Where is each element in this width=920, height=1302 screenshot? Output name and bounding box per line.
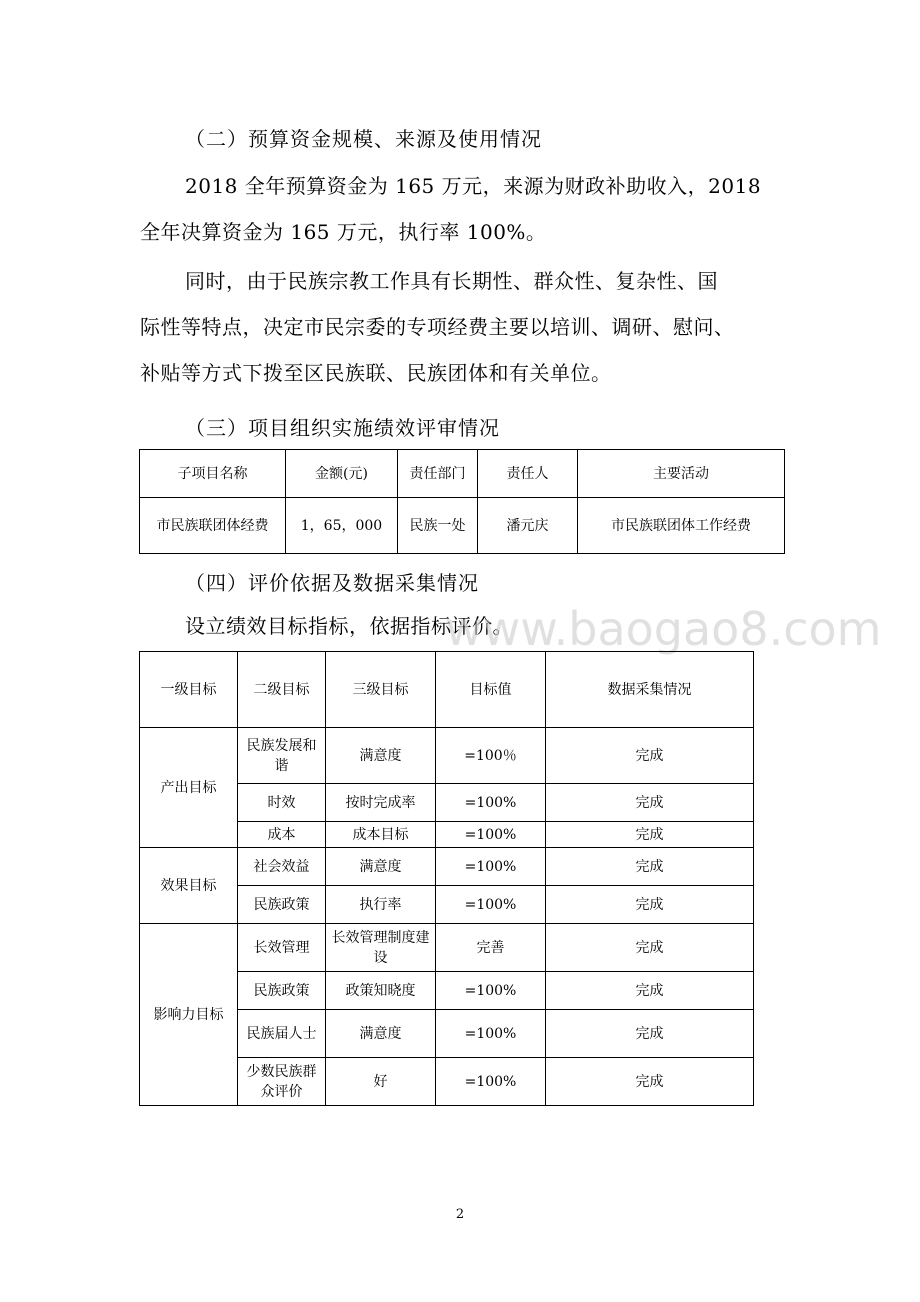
table-cell: 长效管理 bbox=[238, 924, 326, 972]
table-cell: =100% bbox=[436, 822, 546, 848]
table-cell: 完成 bbox=[546, 924, 754, 972]
table-cell: 完成 bbox=[546, 848, 754, 886]
table-cell: =100％ bbox=[436, 728, 546, 784]
table-cell: 民族发展和谐 bbox=[238, 728, 326, 784]
table-cell: 民族届人士 bbox=[238, 1010, 326, 1058]
table-cell: 成本目标 bbox=[326, 822, 436, 848]
table-cell: 完成 bbox=[546, 1058, 754, 1106]
table-cell: 民族政策 bbox=[238, 886, 326, 924]
text-line: 补贴等方式下拨至区民族联、民族团体和有关单位。 bbox=[140, 361, 612, 385]
text-line: 设立绩效目标指标，依据指标评价。 bbox=[185, 614, 513, 638]
table-cell: 1，65，000 bbox=[286, 498, 398, 554]
table-cell: 执行率 bbox=[326, 886, 436, 924]
header-cell: 主要活动 bbox=[578, 450, 785, 498]
table-cell: 满意度 bbox=[326, 1010, 436, 1058]
header-cell: 二级目标 bbox=[238, 652, 326, 728]
header-cell: 三级目标 bbox=[326, 652, 436, 728]
level1-cell: 效果目标 bbox=[140, 848, 238, 924]
table-cell: 满意度 bbox=[326, 728, 436, 784]
table-cell: =100% bbox=[436, 1010, 546, 1058]
header-cell: 责任部门 bbox=[398, 450, 478, 498]
table-cell: 按时完成率 bbox=[326, 784, 436, 822]
table-cell: 少数民族群众评价 bbox=[238, 1058, 326, 1106]
table-row bbox=[140, 728, 754, 784]
table-cell: 完成 bbox=[546, 972, 754, 1010]
level1-cell: 产出目标 bbox=[140, 728, 238, 848]
table-cell: =100% bbox=[436, 848, 546, 886]
table-cell: 成本 bbox=[238, 822, 326, 848]
section-4-heading: （四）评价依据及数据采集情况 bbox=[185, 571, 479, 595]
header-cell: 数据采集情况 bbox=[546, 652, 754, 728]
text-line: 2018 全年预算资金为 165 万元，来源为财政补助收入，2018 bbox=[185, 174, 762, 198]
header-cell: 子项目名称 bbox=[140, 450, 286, 498]
header-cell: 一级目标 bbox=[140, 652, 238, 728]
table-cell: 民族政策 bbox=[238, 972, 326, 1010]
table-cell: =100% bbox=[436, 784, 546, 822]
table-cell: 时效 bbox=[238, 784, 326, 822]
table-cell: 民族一处 bbox=[398, 498, 478, 554]
project-table bbox=[139, 449, 785, 554]
header-cell: 责任人 bbox=[478, 450, 578, 498]
section-2-heading: （二）预算资金规模、来源及使用情况 bbox=[185, 127, 542, 151]
table-cell: =100% bbox=[436, 886, 546, 924]
page-number: 2 bbox=[455, 1207, 465, 1222]
text-line: 同时，由于民族宗教工作具有长期性、群众性、复杂性、国 bbox=[185, 269, 718, 293]
text-line: 全年决算资金为 165 万元，执行率 100%。 bbox=[140, 220, 547, 244]
level1-cell: 影响力目标 bbox=[140, 924, 238, 1106]
table-cell: 完成 bbox=[546, 784, 754, 822]
table-row bbox=[140, 924, 754, 972]
table-cell: 完成 bbox=[546, 886, 754, 924]
table-cell: 市民族联团体工作经费 bbox=[578, 498, 785, 554]
table-cell: 长效管理制度建设 bbox=[326, 924, 436, 972]
section-3-heading: （三）项目组织实施绩效评审情况 bbox=[185, 416, 500, 440]
table-cell: 完成 bbox=[546, 822, 754, 848]
project-table-header-row bbox=[140, 450, 785, 498]
table-cell: 满意度 bbox=[326, 848, 436, 886]
table-row bbox=[140, 498, 785, 554]
table-cell: 潘元庆 bbox=[478, 498, 578, 554]
section-2-paragraph-1 bbox=[140, 163, 790, 255]
section-2-paragraph-2 bbox=[140, 258, 790, 396]
table-cell: 完成 bbox=[546, 728, 754, 784]
table-cell: 市民族联团体经费 bbox=[140, 498, 286, 554]
table-cell: 完成 bbox=[546, 1010, 754, 1058]
table-cell: =100% bbox=[436, 1058, 546, 1106]
table-row bbox=[140, 848, 754, 886]
header-cell: 目标值 bbox=[436, 652, 546, 728]
table-cell: 好 bbox=[326, 1058, 436, 1106]
table-cell: 政策知晓度 bbox=[326, 972, 436, 1010]
table-cell: 社会效益 bbox=[238, 848, 326, 886]
indicator-table bbox=[139, 651, 754, 1106]
header-cell: 金额(元) bbox=[286, 450, 398, 498]
watermark: www.baogao8.com bbox=[445, 602, 882, 656]
table-cell: =100% bbox=[436, 972, 546, 1010]
indicator-table-header-row bbox=[140, 652, 754, 728]
table-cell: 完善 bbox=[436, 924, 546, 972]
text-line: 际性等特点，决定市民宗委的专项经费主要以培训、调研、慰问、 bbox=[140, 315, 735, 339]
